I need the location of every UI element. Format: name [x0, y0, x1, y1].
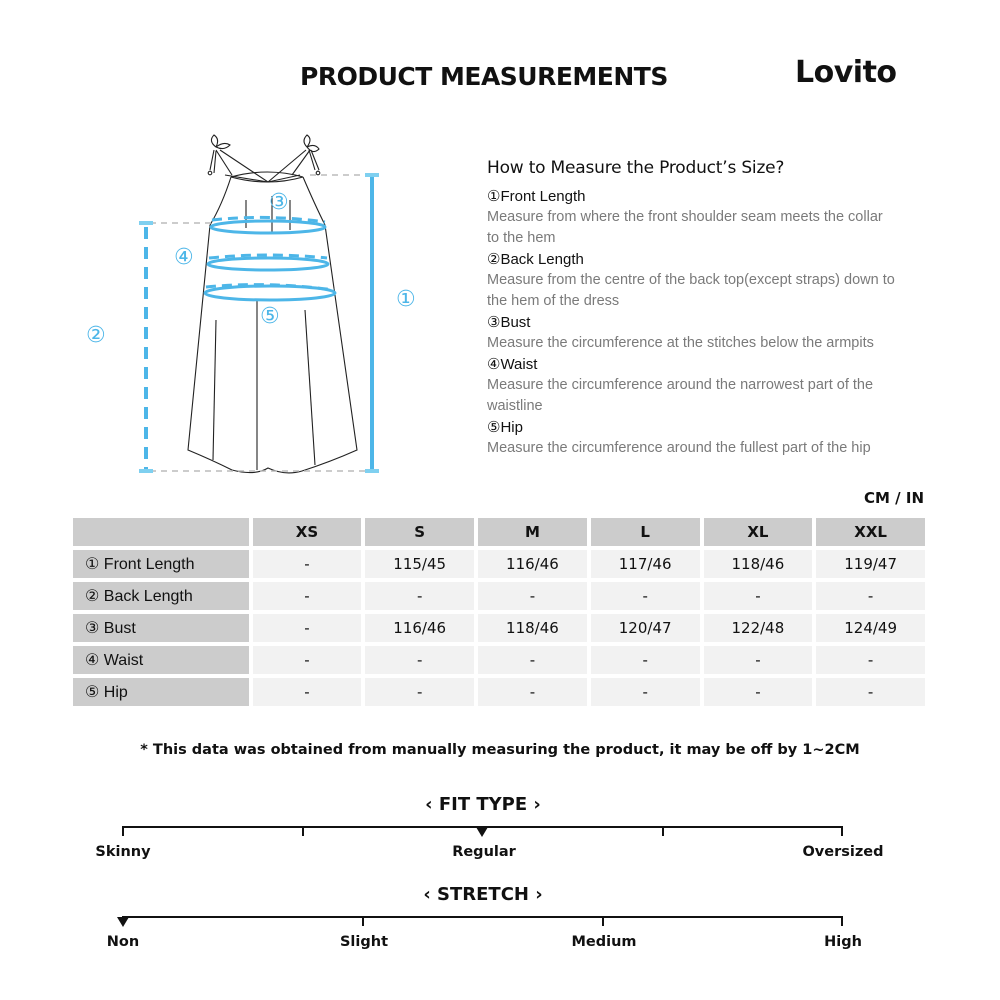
marker-waist: ④ [174, 245, 194, 270]
table-cell: - [704, 678, 813, 706]
table-cell: - [253, 646, 362, 674]
table-cell: 122/48 [704, 614, 813, 642]
item-desc: Measure from the centre of the back top(except straps) down to [487, 272, 895, 288]
scale-tick [122, 826, 124, 836]
scale-tick [662, 826, 664, 836]
dress-diagram [0, 0, 480, 490]
measurement-note: * This data was obtained from manually measuring the product, it may be off by 1~2CM [140, 742, 860, 758]
table-cell: - [253, 678, 362, 706]
table-cell: 115/45 [365, 550, 474, 578]
header-cell [73, 518, 249, 546]
row-label: ① Front Length [73, 550, 249, 578]
row-label: ④ Waist [73, 646, 249, 674]
table-cell: 118/46 [704, 550, 813, 578]
stretch-label-slight: Slight [339, 934, 389, 950]
row-label: ② Back Length [73, 582, 249, 610]
page-title: PRODUCT MEASUREMENTS [300, 62, 668, 91]
item-desc: Measure the circumference around the narrowest part of the [487, 377, 874, 393]
table-cell: 118/46 [478, 614, 587, 642]
stretch-label-high: High [824, 934, 862, 950]
scale-tick [841, 916, 843, 926]
table-cell: 116/46 [478, 550, 587, 578]
how-to-item-front-length [487, 186, 927, 249]
stretch-label-non: Non [106, 934, 140, 950]
how-to-heading: How to Measure the Product’s Size? [487, 158, 785, 178]
item-title: ⑤Hip [487, 419, 523, 436]
table-cell: - [591, 678, 700, 706]
item-title: ①Front Length [487, 188, 586, 205]
scale-tick [602, 916, 604, 926]
table-cell: 119/47 [816, 550, 925, 578]
table-cell: - [816, 646, 925, 674]
item-title: ②Back Length [487, 251, 584, 268]
item-desc: Measure the circumference at the stitches below the armpits [487, 335, 874, 351]
marker-bust: ③ [269, 190, 289, 215]
fit-label-oversized: Oversized [802, 844, 884, 860]
header-cell-l: L [591, 518, 700, 546]
fit-label-regular: Regular [452, 844, 516, 860]
table-row [73, 614, 925, 642]
table-cell: - [365, 646, 474, 674]
row-label: ③ Bust [73, 614, 249, 642]
table-cell: - [816, 582, 925, 610]
marker-back-length: ② [86, 323, 106, 348]
size-table [73, 518, 925, 710]
marker-front-length: ① [396, 287, 416, 312]
table-cell: - [704, 582, 813, 610]
marker-hip: ⑤ [260, 304, 280, 329]
item-title: ④Waist [487, 356, 538, 373]
table-cell: 124/49 [816, 614, 925, 642]
brand-logo: Lovito [795, 55, 897, 90]
header-cell-m: M [478, 518, 587, 546]
table-cell: - [478, 678, 587, 706]
table-cell: 117/46 [591, 550, 700, 578]
table-cell: - [704, 646, 813, 674]
header-cell-xl: XL [704, 518, 813, 546]
how-to-item-bust [487, 312, 927, 354]
item-desc: Measure the circumference around the fullest part of the hip [487, 440, 871, 456]
how-to-item-waist [487, 354, 927, 417]
table-cell: - [478, 582, 587, 610]
item-desc: the hem of the dress [487, 293, 620, 309]
table-row [73, 646, 925, 674]
table-cell: - [365, 678, 474, 706]
row-label: ⑤ Hip [73, 678, 249, 706]
table-cell: - [253, 582, 362, 610]
table-cell: - [591, 646, 700, 674]
stretch-title: ‹ STRETCH › [423, 884, 543, 905]
table-cell: - [253, 550, 362, 578]
stretch-label-medium: Medium [571, 934, 637, 950]
how-to-item-hip [487, 417, 927, 459]
header-cell-xxl: XXL [816, 518, 925, 546]
item-title: ③Bust [487, 314, 531, 331]
table-header-row [73, 518, 925, 546]
unit-label: CM / IN [864, 489, 924, 507]
how-to-measure-section [487, 158, 927, 459]
scale-line [122, 916, 843, 918]
item-desc: waistline [487, 398, 543, 414]
scale-tick [302, 826, 304, 836]
item-desc: Measure from where the front shoulder seam meets the collar [487, 209, 883, 225]
how-to-item-back-length [487, 249, 927, 312]
table-cell: - [591, 582, 700, 610]
item-desc: to the hem [487, 230, 556, 246]
fit-label-skinny: Skinny [95, 844, 151, 860]
table-cell: - [253, 614, 362, 642]
table-row [73, 550, 925, 578]
scale-tick [841, 826, 843, 836]
table-cell: 120/47 [591, 614, 700, 642]
fit-selected-marker-icon [476, 827, 488, 837]
fit-type-title: ‹ FIT TYPE › [425, 794, 541, 815]
stretch-selected-marker-icon [117, 917, 129, 927]
table-cell: 116/46 [365, 614, 474, 642]
table-cell: - [478, 646, 587, 674]
header-cell-s: S [365, 518, 474, 546]
table-row [73, 678, 925, 706]
table-row [73, 582, 925, 610]
header-cell-xs: XS [253, 518, 362, 546]
scale-tick [362, 916, 364, 926]
table-cell: - [816, 678, 925, 706]
table-cell: - [365, 582, 474, 610]
